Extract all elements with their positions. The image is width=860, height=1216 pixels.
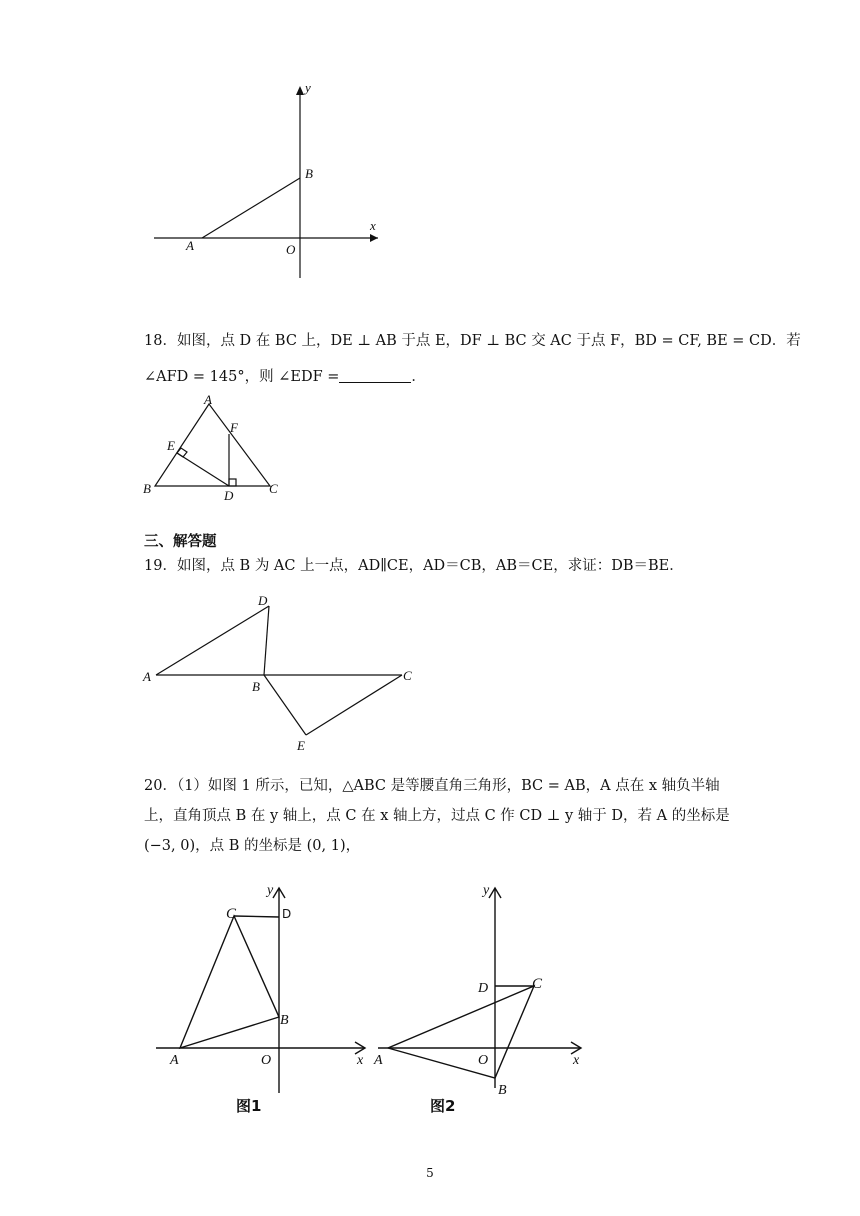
triangle-abc (180, 916, 279, 1048)
fig2-label-c: C (532, 976, 543, 992)
fig1-label-b: B (280, 1013, 289, 1028)
segment-ec (306, 675, 402, 735)
fig1-label-c: C (226, 906, 237, 922)
fig2-label-a: A (374, 1053, 383, 1068)
coordinate-figure-q17 (140, 78, 400, 288)
point-a-label: A (186, 238, 194, 253)
fig2-label-o: O (478, 1053, 489, 1068)
y-axis-arrow (296, 86, 304, 95)
x-axis-label: x (370, 218, 376, 233)
fig2-caption: 图2 (430, 1097, 456, 1115)
segment-cd (234, 916, 279, 917)
q20-line2: 上，直角顶点 B 在 y 轴上，点 C 在 x 轴上方，过点 C 作 CD ⊥ y 轴于 D，若 A 的坐标是 (144, 808, 730, 824)
q18-label-b: B (143, 481, 151, 496)
origin-label: O (286, 242, 296, 257)
fig1-y-label: y (267, 883, 274, 898)
q18-line1: 18．如图，点 D 在 BC 上，DE ⊥ AB 于点 E，DF ⊥ BC 交 AC 于点 F，BD = CF, BE = CD．若 (144, 333, 801, 349)
segment-be (264, 675, 306, 735)
section-heading: 三、解答题 (144, 534, 217, 550)
q18-label-c: C (269, 481, 278, 496)
q19-label-b: B (252, 679, 260, 694)
y-axis-label: y (305, 80, 311, 95)
fig2-label-d: D (478, 981, 489, 996)
q19-label-d: D (258, 593, 268, 608)
right-angle-mark-d (229, 479, 236, 486)
q18-line2-text: ∠AFD = 145°，则 ∠EDF = (144, 369, 340, 385)
q18-label-e: E (167, 438, 175, 453)
q18-label-a: A (204, 392, 212, 407)
answer-blank (339, 368, 411, 383)
segment-db (264, 606, 269, 675)
q20-line3: (−3, 0)，点 B 的坐标是 (0, 1)， (144, 838, 361, 854)
fig1-x-label: x (357, 1053, 364, 1068)
fig2-y-label: y (483, 883, 490, 898)
fig1-label-o: O (261, 1053, 272, 1068)
q18-label-d: D (224, 488, 234, 503)
q19-label-c: C (403, 668, 412, 683)
figure-1 (150, 878, 380, 1128)
segment-ed (177, 453, 229, 486)
q18-label-f: F (230, 420, 238, 435)
q20-line1: 20．（1）如图 1 所示，已知，△ABC 是等腰直角三角形，BC = AB，A 点在 x 轴负半轴 (144, 778, 720, 794)
fig2-label-b: B (498, 1083, 507, 1098)
q18-line2: ∠AFD = 145°，则 ∠EDF = ． (144, 369, 426, 385)
figure-2 (368, 878, 598, 1128)
q19-label-a: A (143, 669, 151, 684)
triangle-figure-q18 (140, 392, 290, 504)
fig1-caption: 图1 (236, 1097, 262, 1115)
fig1-label-d: D (282, 907, 292, 921)
page-number: 5 (426, 1166, 434, 1180)
q19-line1: 19．如图，点 B 为 AC 上一点，AD∥CE，AD＝CB，AB＝CE，求证：DB＝BE． (144, 558, 684, 574)
point-b-label: B (305, 166, 313, 181)
x-axis-arrow (370, 234, 378, 242)
fig2-x-label: x (573, 1053, 580, 1068)
fig1-label-a: A (170, 1053, 179, 1068)
q19-label-e: E (297, 738, 305, 753)
segment-ad (156, 606, 269, 675)
segment-ab (202, 178, 300, 238)
figure-q19 (140, 590, 430, 755)
triangle-abc (388, 986, 534, 1078)
